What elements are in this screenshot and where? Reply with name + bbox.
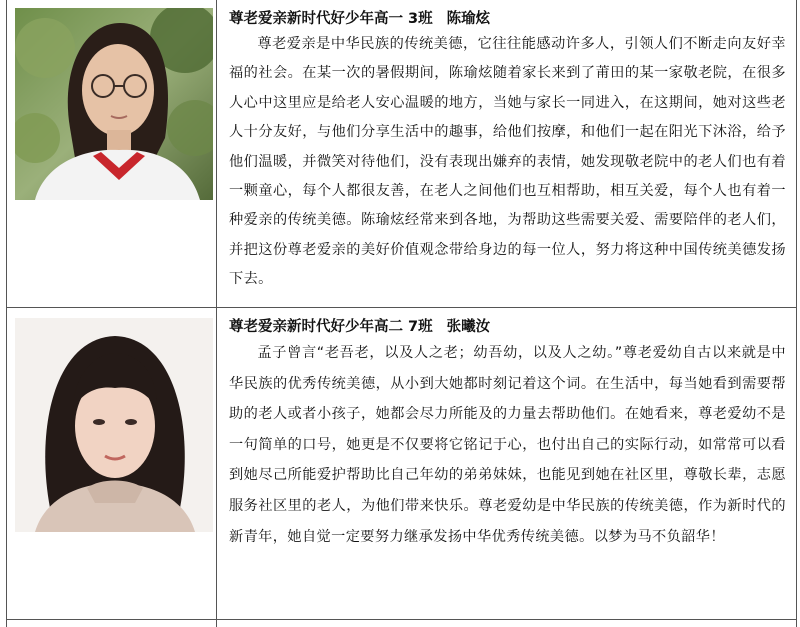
entry-paragraph: 尊老爱亲是中华民族的传统美德，它往往能感动许多人，引领人们不断走向友好幸福的社会。在某一次的暑假期间，陈瑜炫随着家长来到了莆田的某一家敬老院，在很多人心中这里应是给老人安心温暖的地方，当她与家长一同进入，在这期间，她对这些老人十分友好，与他们分享生活中的趣事，给他们按摩，和他们一起在阳光下沐浴，给予他们温暖，并微笑对待他们，没有表现出嫌弃的表情，她发现敬老院中的老人们也有着一颗童心，每个人都很友善，在老人之间他们也互相帮助，相互关爱，每个人也有着一种爱亲的传统美德。陈瑜炫经常来到各地，为帮助这些需要关爱、需要陪伴的老人们，并把这份尊老爱亲的美好价值观念带给身边的每一位人，努力将这种中国传统美德发扬下去。 — [229, 36, 786, 288]
document-table — [6, 0, 797, 627]
table-row — [7, 308, 796, 620]
entry-paragraph: 孟子曾言“老吾老，以及人之老；幼吾幼，以及人之幼。”尊老爱幼自古以来就是中华民族的优秀传统美德，从小到大她都时刻记着这个词。在生活中，每当她看到需要帮助的老人或者小孩子，她都会尽力所能及的力量去帮助他们。在她看来，尊老爱幼不是一句简单的口号，她更是不仅要将它铭记于心，也付出自己的实际行动，如常常可以看到她尽己所能爱护帮助比自己年幼的弟弟妹妹，也能见到她在社区里，尊敬长辈，志愿服务社区里的老人，为他们带来快乐。尊老爱幼是中华民族的传统美德，作为新时代的新青年，她自觉一定要努力继承发扬中华优秀传统美德。以梦为马不负韶华！ — [229, 345, 786, 545]
description-cell — [217, 0, 796, 307]
photo-cell — [7, 620, 217, 627]
entry-title — [229, 8, 786, 30]
title-text: 尊老爱亲新时代好少年高二 7班 — [229, 319, 433, 335]
table-row — [7, 620, 796, 627]
student-name: 陈瑜炫 — [446, 11, 491, 27]
title-text: 尊老爱亲新时代好少年高一 3班 — [229, 11, 433, 27]
table-row — [7, 0, 796, 308]
photo-cell — [7, 308, 217, 619]
portrait-photo-chen — [15, 8, 213, 200]
student-name: 张曦汝 — [446, 319, 491, 335]
portrait-photo-zhang — [15, 318, 213, 532]
photo-cell — [7, 0, 217, 307]
description-cell — [217, 308, 796, 619]
entry-title — [229, 316, 786, 338]
